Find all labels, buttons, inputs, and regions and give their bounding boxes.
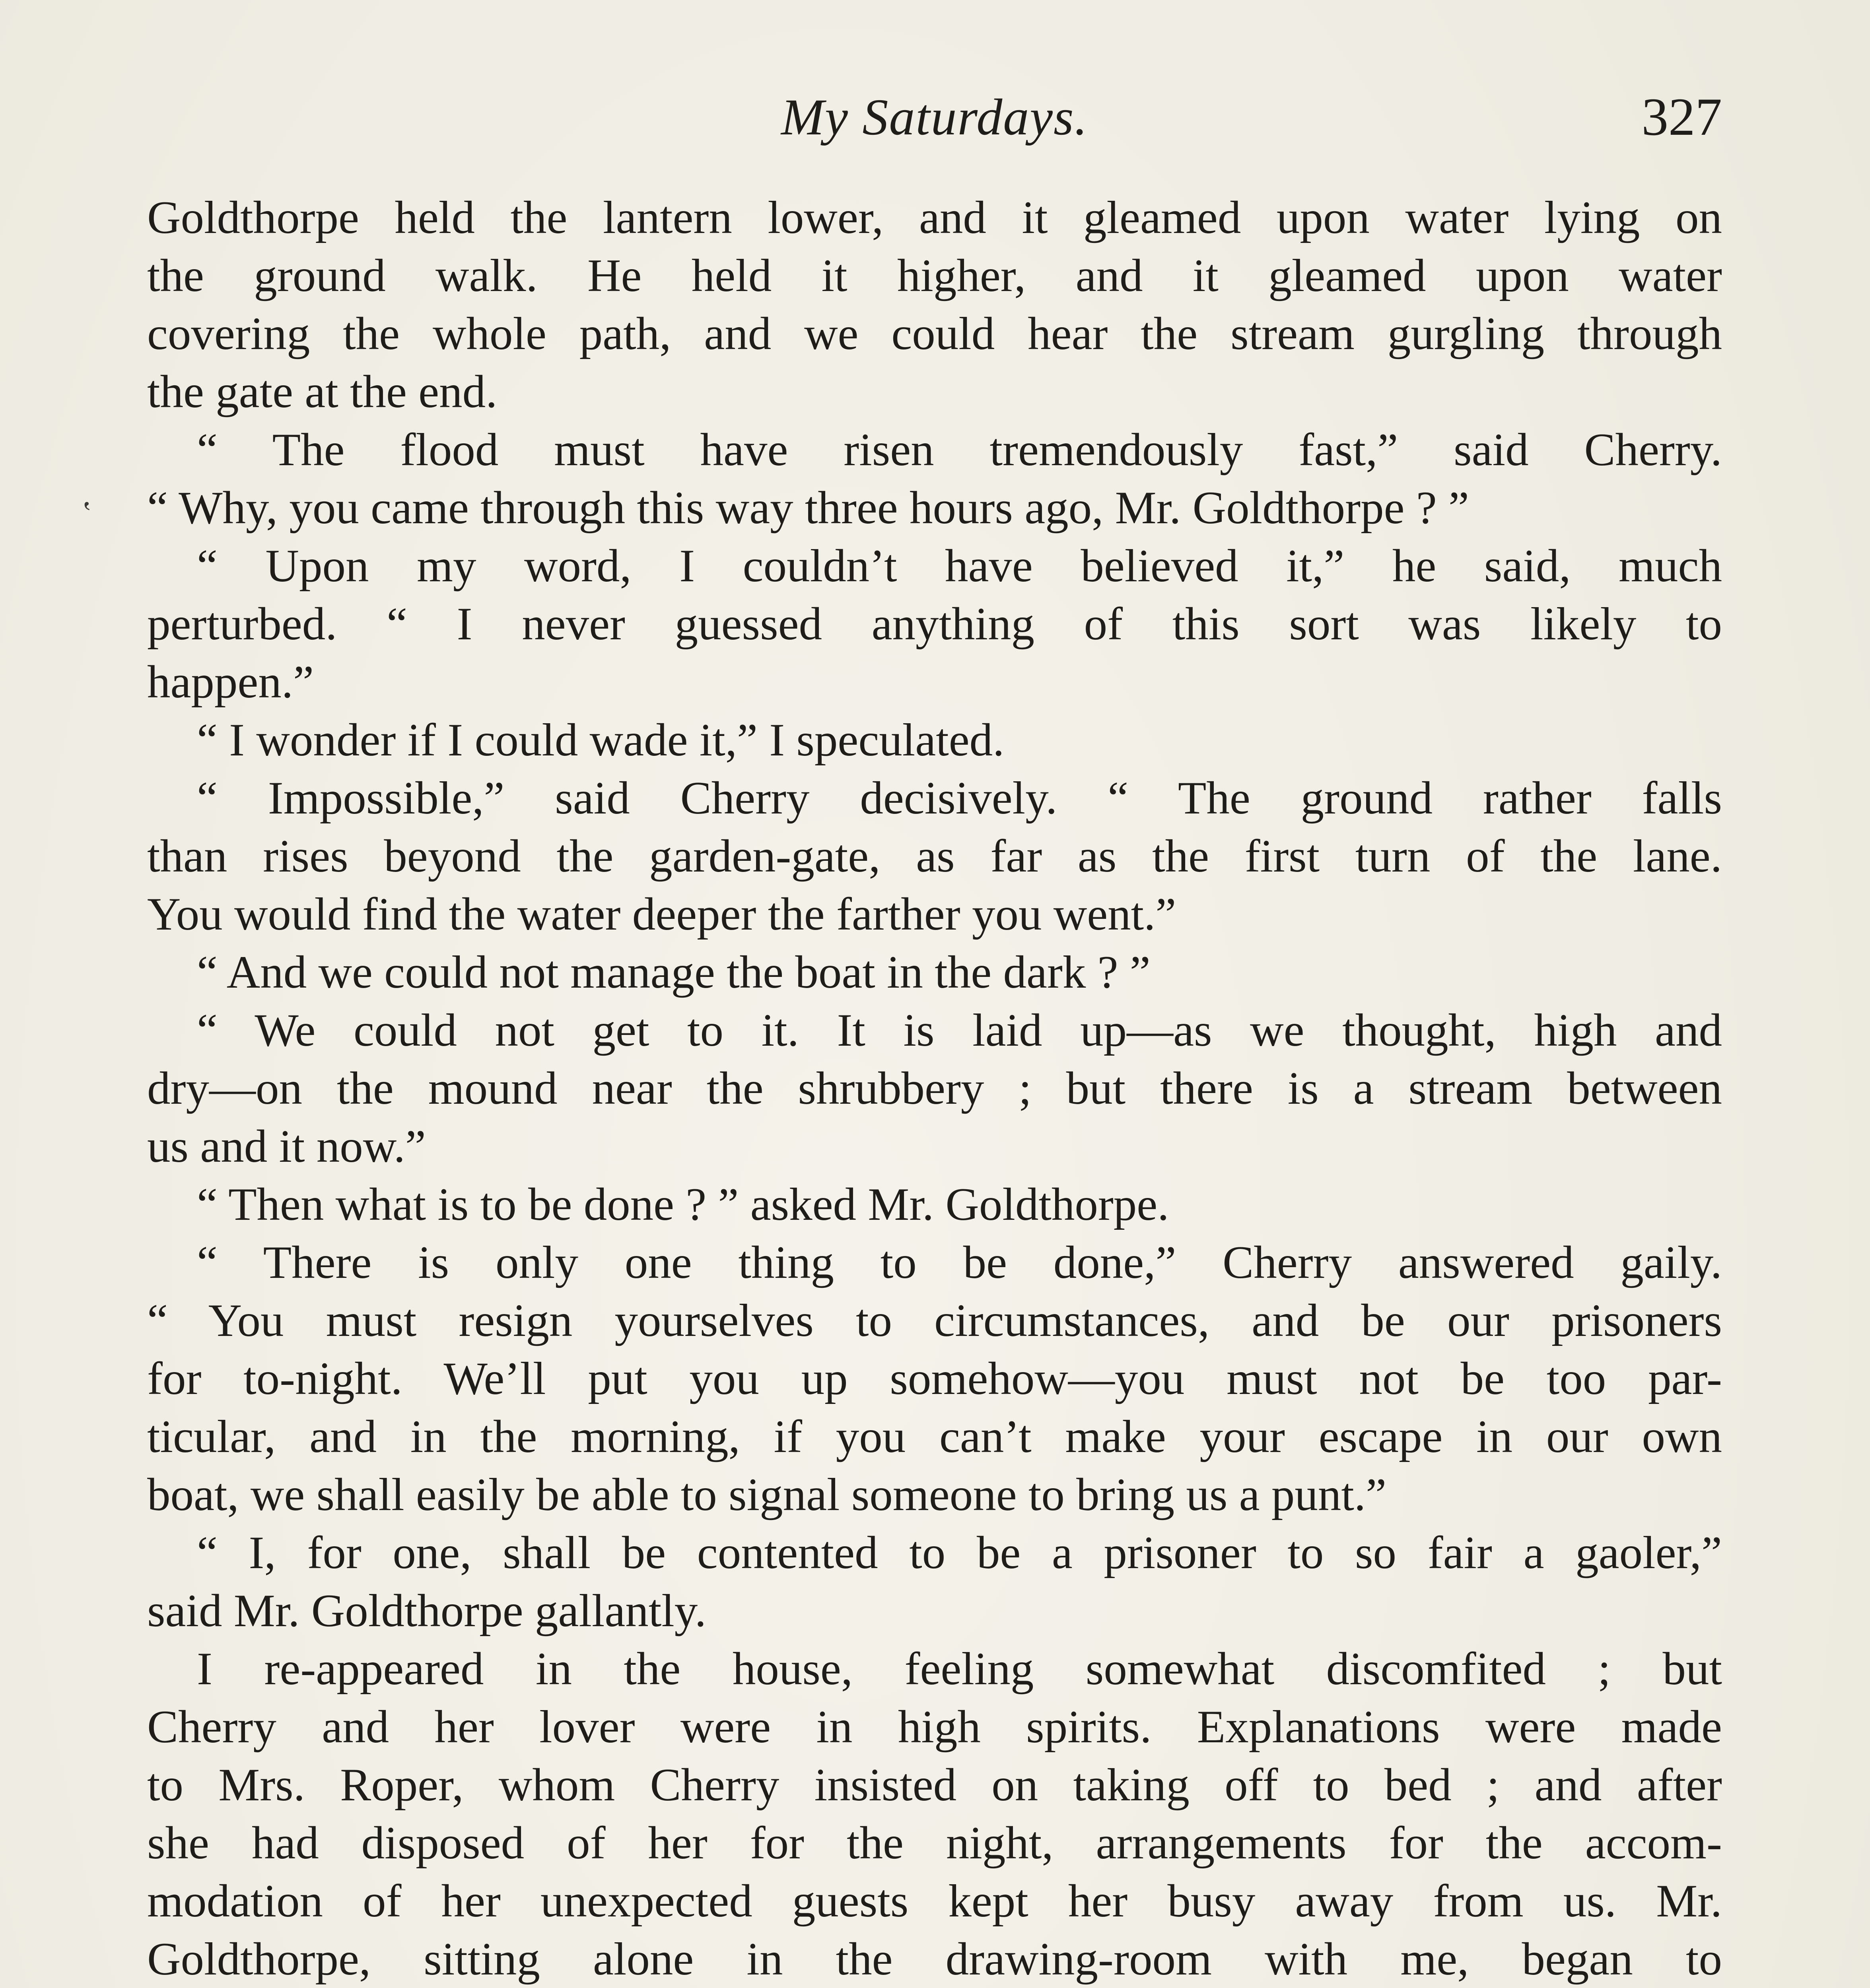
text-line: than rises beyond the garden-gate, as far as the first turn of the lane. — [147, 831, 1722, 882]
running-title: My Saturdays. — [781, 89, 1089, 146]
text-line: “ You must resign yourselves to circumstances, and be our prisoners — [147, 1295, 1722, 1346]
text-line: “ We could not get to it. It is laid up—as we thought, high and — [197, 1005, 1722, 1056]
text-line: “ Why, you came through this way three hours ago, Mr. Goldthorpe ? ” — [147, 482, 1469, 534]
text-line: the gate at the end. — [147, 366, 498, 417]
text-line: the ground walk. He held it higher, and it gleamed upon water — [147, 250, 1722, 301]
text-line: dry—on the mound near the shrubbery ; but there is a stream between — [147, 1063, 1722, 1114]
text-line: she had disposed of her for the night, arrangements for the accom- — [147, 1817, 1722, 1869]
text-line: “ Impossible,” said Cherry decisively. “ The ground rather falls — [197, 773, 1722, 824]
text-line: boat, we shall easily be able to signal someone to bring us a punt.” — [147, 1469, 1387, 1520]
text-line: modation of her unexpected guests kept her busy away from us. Mr. — [147, 1875, 1722, 1927]
text-line: “ And we could not manage the boat in the dark ? ” — [197, 947, 1151, 998]
page-number: 327 — [1641, 87, 1722, 147]
text-line: “ The flood must have risen tremendously fast,” said Cherry. — [197, 424, 1722, 476]
text-line: perturbed. “ I never guessed anything of this sort was likely to — [147, 598, 1722, 650]
text-line: You would find the water deeper the farther you went.” — [147, 889, 1176, 940]
text-line: happen.” — [147, 656, 314, 708]
text-line: “ Then what is to be done ? ” asked Mr. Goldthorpe. — [197, 1179, 1169, 1230]
page-header — [147, 78, 1722, 157]
text-line: covering the whole path, and we could hear the stream gurgling through — [147, 308, 1722, 359]
text-line: ticular, and in the morning, if you can’t make your escape in our own — [147, 1411, 1722, 1462]
body-text — [147, 189, 1722, 1988]
text-line: us and it now.” — [147, 1121, 426, 1172]
text-line: “ There is only one thing to be done,” Cherry answered gaily. — [197, 1237, 1722, 1288]
text-line: “ Upon my word, I couldn’t have believed it,” he said, much — [197, 540, 1722, 592]
text-line: said Mr. Goldthorpe gallantly. — [147, 1585, 706, 1637]
text-line: for to-night. We’ll put you up somehow—you must not be too par- — [147, 1353, 1722, 1404]
text-line: Goldthorpe held the lantern lower, and it gleamed upon water lying on — [147, 192, 1722, 243]
text-line: Goldthorpe, sitting alone in the drawing-room with me, began to — [147, 1934, 1722, 1985]
text-line: “ I, for one, shall be contented to be a prisoner to so fair a gaoler,” — [197, 1527, 1722, 1578]
margin-mark: ʽ — [82, 495, 92, 530]
text-line: “ I wonder if I could wade it,” I speculated. — [197, 714, 1005, 766]
text-line: I re-appeared in the house, feeling somewhat discomfited ; but — [197, 1643, 1722, 1695]
text-line: Cherry and her lover were in high spirits. Explanations were made — [147, 1701, 1722, 1753]
text-line: to Mrs. Roper, whom Cherry insisted on taking off to bed ; and after — [147, 1759, 1722, 1811]
